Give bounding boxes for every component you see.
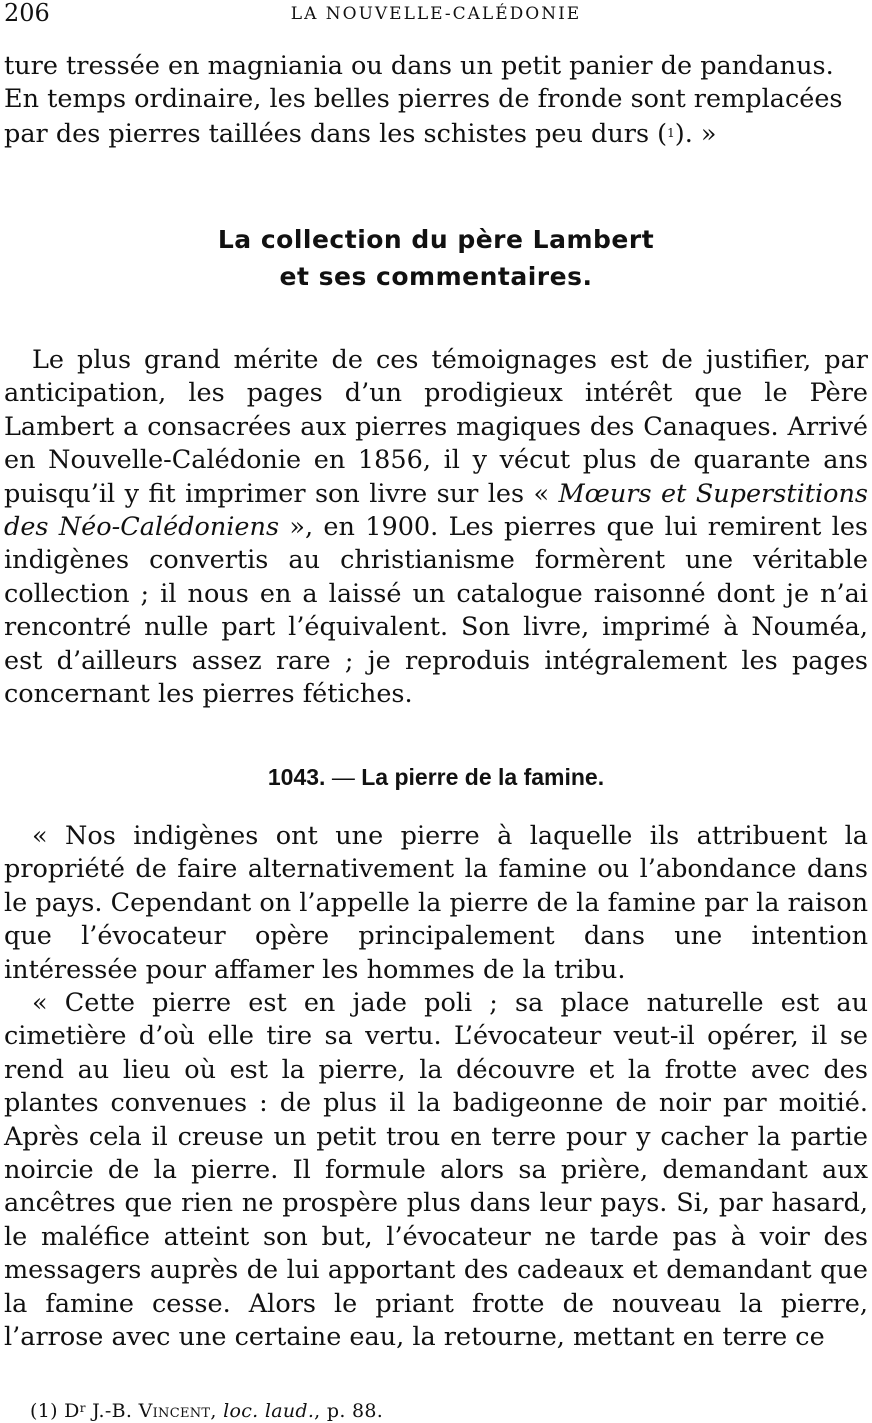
subsection-title: La pierre de la famine. <box>361 764 605 790</box>
intro-paragraph <box>4 50 868 151</box>
book-title: Mœurs et Superstitions des Néo-Calédoniens <box>4 478 868 543</box>
intro-text-segment: par des pierres taillées dans les schistes peu durs ( <box>4 118 668 149</box>
footnote-reference: 1 <box>667 125 675 140</box>
footnote-author: Vincent <box>138 1400 211 1422</box>
intro-line <box>4 117 868 151</box>
section-title-line: La collection du père Lambert <box>217 225 655 254</box>
main-paragraph <box>4 344 868 711</box>
footnote-page: , p. 88. <box>314 1400 384 1422</box>
footnote-title-sup: r <box>79 1401 86 1415</box>
section-title-line: et ses commentaires. <box>279 262 593 291</box>
footnote-title: $D^r$ <box>64 1400 86 1422</box>
paragraph-segment: », en 1900. Les pierres que lui remirent les indigènes convertis au christianisme formèrent une véritable collection ; il nous en a laissé un catalogue raisonné dont je n’ai rencontré nulle part l’équivalent. Son livre, imprimé à Nouméa, est d’ailleurs assez rare ; je reproduis intégralement les pages concernant les pierres fétiches. <box>4 512 868 710</box>
famine-section-text <box>4 820 868 1355</box>
running-title: LA NOUVELLE-CALÉDONIE <box>290 4 582 24</box>
intro-line: En temps ordinaire, les belles pierres de fronde sont remplacées <box>4 84 843 115</box>
section-heading <box>4 221 868 295</box>
footnote-reference-abbrev: loc. laud. <box>223 1400 315 1422</box>
subsection-number: 1043. <box>267 764 326 790</box>
quoted-paragraph: « Nos indigènes ont une pierre à laquelle ils attribuent la propriété de faire alternativement la famine ou l’abondance dans le pays. Cependant on l’appelle la pierre de la famine par la raison que l’évocateur opère principalement dans une intention intéressée pour affamer les hommes de la tribu. <box>4 821 868 985</box>
footnote-comma: , <box>210 1400 217 1422</box>
subsection-heading <box>4 760 868 794</box>
footnote-marker: (1) <box>30 1400 58 1422</box>
paragraph-text <box>4 344 868 711</box>
page-number: 206 <box>4 0 50 27</box>
intro-text-segment: ). » <box>674 118 717 149</box>
footnote <box>30 1396 383 1423</box>
quoted-paragraph: « Cette pierre est en jade poli ; sa place naturelle est au cimetière d’où elle tire sa vertu. L’évocateur veut-il opérer, il se rend au lieu où est la pierre, la découvre et la frotte avec des plantes convenues : de plus il la badigeonne de noir par moitié. Après cela il creuse un petit trou en terre pour y cacher la partie noircie de la pierre. Il formule alors sa prière, demandant aux ancêtres que rien ne prospère plus dans leur pays. Si, par hasard, le maléfice atteint son but, l’évocateur ne tarde pas à voir des messagers auprès de lui apportant des cadeaux et demandant que la famine cesse. Alors le priant frotte de nouveau la pierre, l’arrose avec une certaine eau, la retourne, mettant en terre ce <box>4 988 868 1353</box>
running-head <box>4 0 868 28</box>
intro-line: ture tressée en magniania ou dans un petit panier de pandanus. <box>4 51 834 81</box>
footnote-initials: J.-B. <box>92 1400 133 1422</box>
paragraph-segment: Le plus grand mérite de ces témoignages est de justifier, par anticipation, les pages d’un prodigieux intérêt que le Père Lambert a consacrées aux pierres magiques des Canaques. Arrivé en Nouvelle-Calédonie en 1856, il y vécut plus de quarante ans puisqu’il y fit imprimer son livre sur les « <box>4 345 868 509</box>
subsection-dash: — <box>331 764 355 790</box>
